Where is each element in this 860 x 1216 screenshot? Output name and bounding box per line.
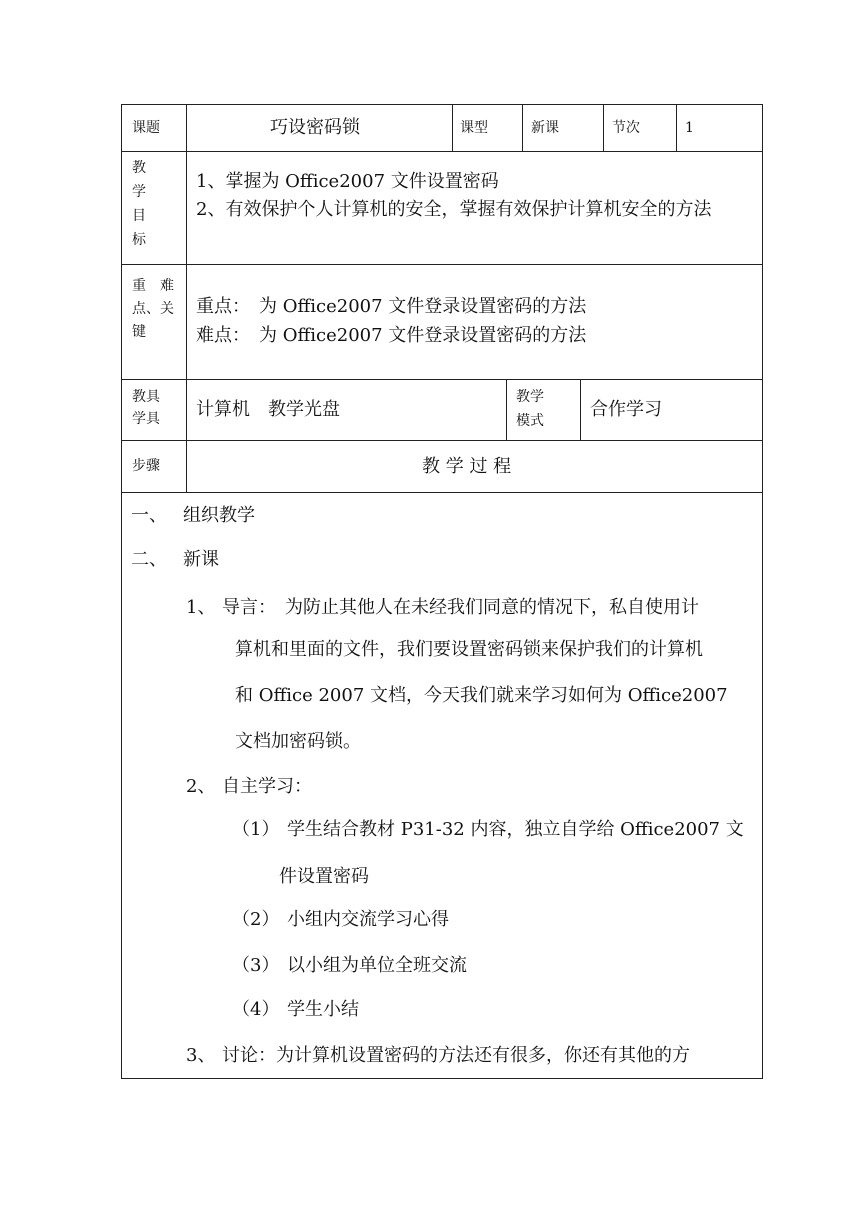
col-divider <box>452 105 453 151</box>
sub-number: （1） <box>232 819 280 840</box>
difficulty-point: 难点： 为 Office2007 文件登录设置密码的方法 <box>196 325 587 346</box>
goals-label-char: 教 <box>132 160 146 176</box>
type-label: 课型 <box>460 120 488 136</box>
row-divider <box>122 379 762 380</box>
section-number: 二、 <box>131 549 167 570</box>
col-divider <box>506 379 507 440</box>
point-text: 讨论：为计算机设置密码的方法还有很多，你还有其他的方 <box>222 1045 690 1066</box>
sub-line: 件设置密码 <box>279 866 369 887</box>
sub-number: （4） <box>232 999 280 1020</box>
tools-value: 计算机 教学光盘 <box>196 399 340 420</box>
topic-label: 课题 <box>132 120 160 136</box>
mode-label-line: 教学 <box>516 389 544 405</box>
col-divider <box>676 105 677 151</box>
period-label: 节次 <box>612 120 640 136</box>
point-text: 自主学习： <box>222 776 312 797</box>
col-divider <box>522 105 523 151</box>
section-text: 组织教学 <box>183 505 255 526</box>
key-label-line: 重 难 <box>132 278 174 294</box>
goal-item: 1、掌握为 Office2007 文件设置密码 <box>196 171 499 192</box>
goal-item: 2、有效保护个人计算机的安全，掌握有效保护计算机安全的方法 <box>196 199 712 220</box>
col-divider <box>580 379 581 440</box>
goals-label-char: 标 <box>132 232 146 248</box>
row-divider <box>122 492 762 493</box>
col-divider <box>603 105 604 151</box>
mode-label-line: 模式 <box>516 413 544 429</box>
tools-label-line: 学具 <box>132 411 160 427</box>
paragraph-line: 导言： 为防止其他人在未经我们同意的情况下，私自使用计 <box>222 597 699 618</box>
mode-value: 合作学习 <box>590 399 662 420</box>
topic-value: 巧设密码锁 <box>270 117 360 138</box>
steps-label: 步骤 <box>132 458 160 474</box>
paragraph-line: 算机和里面的文件，我们要设置密码锁来保护我们的计算机 <box>235 639 703 660</box>
sub-line: 学生结合教材 P31-32 内容，独立自学给 Office2007 文 <box>287 819 744 840</box>
period-value: 1 <box>685 120 694 136</box>
key-label-line: 点、关 <box>132 301 174 317</box>
goals-label-char: 目 <box>132 208 146 224</box>
section-text: 新课 <box>183 549 219 570</box>
point-number: 2、 <box>186 776 216 797</box>
sub-number: （2） <box>232 909 280 930</box>
paragraph-line: 文档加密码锁。 <box>235 731 361 752</box>
type-value: 新课 <box>531 120 559 136</box>
row-divider <box>122 264 762 265</box>
sub-text: 以小组为单位全班交流 <box>287 955 467 976</box>
section-number: 一、 <box>131 505 167 526</box>
goals-label-char: 学 <box>132 184 146 200</box>
tools-label-line: 教具 <box>132 389 160 405</box>
process-title: 教 学 过 程 <box>422 456 512 477</box>
sub-text: 学生小结 <box>287 999 359 1020</box>
col-divider <box>186 105 187 492</box>
point-number: 1、 <box>186 597 216 618</box>
row-divider <box>122 440 762 441</box>
paragraph-line: 和 Office 2007 文档，今天我们就来学习如何为 Office2007 <box>235 685 728 706</box>
lesson-plan-table <box>121 104 763 1079</box>
sub-text: 小组内交流学习心得 <box>287 909 449 930</box>
key-label-line: 键 <box>132 324 146 340</box>
focus-point: 重点： 为 Office2007 文件登录设置密码的方法 <box>196 296 587 317</box>
sub-number: （3） <box>232 955 280 976</box>
point-number: 3、 <box>186 1045 216 1066</box>
row-divider <box>122 151 762 152</box>
